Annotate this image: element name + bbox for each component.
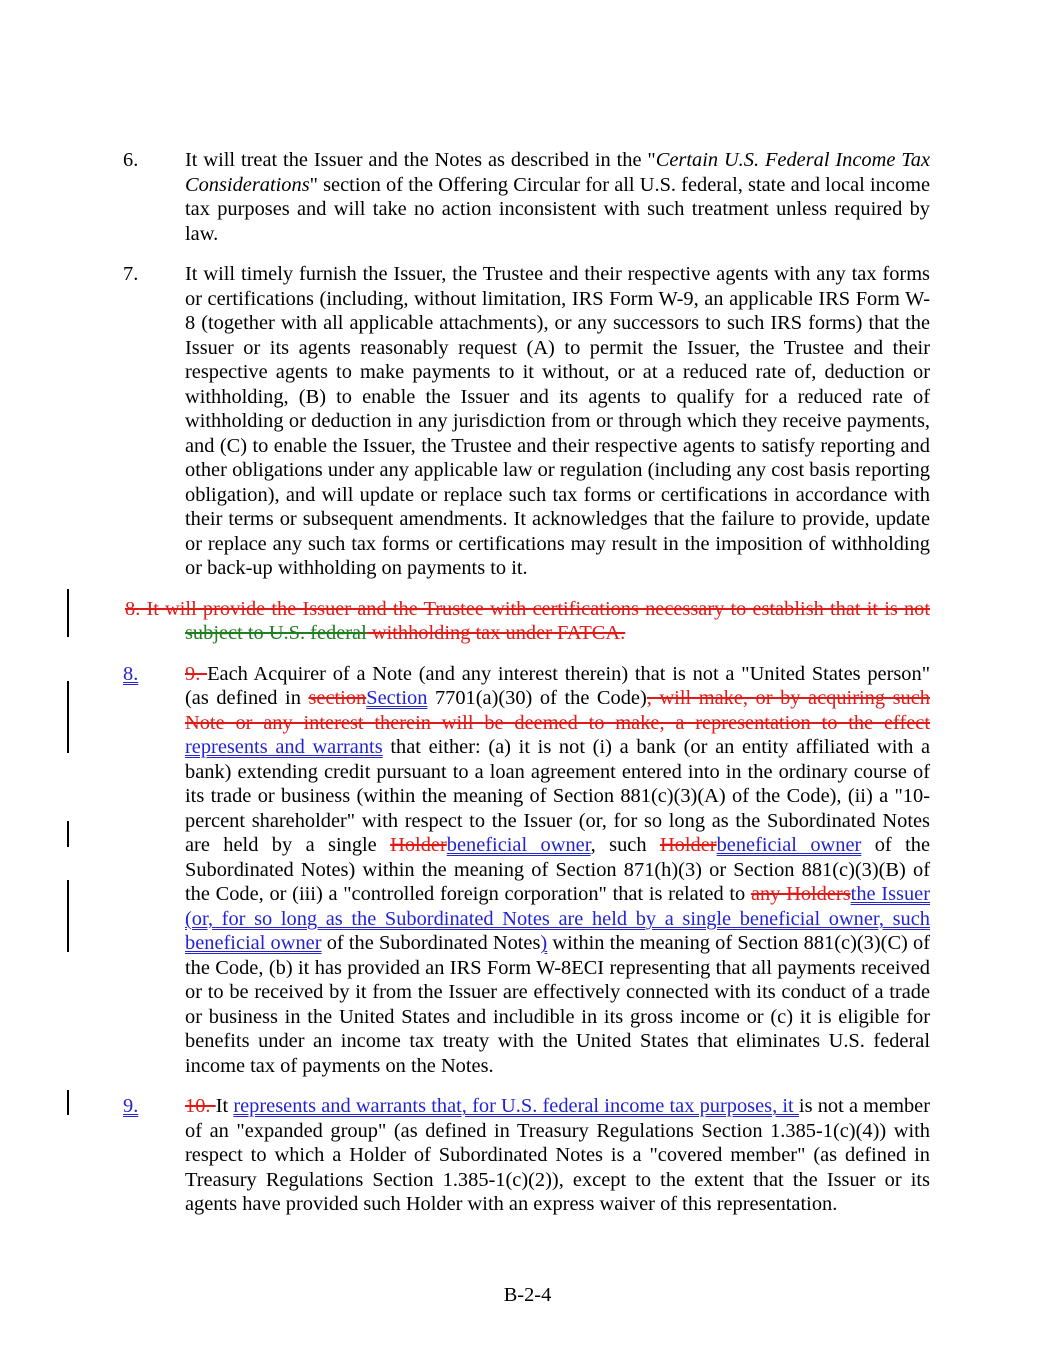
deleted-text: Holder (659, 834, 717, 856)
deleted-text: section (308, 687, 367, 709)
text-run: is not a member of an "expanded group" (as defined in Treasury Regulations Section 1.385-1(c)(4)) with respect to which a Holder of Subordinated Notes is a "covered member" (as defined in Treasury Regulations Section 1.385-1(c)(2)), except to the extent that the Issuer or its agents have provided such Holder with an express waiver of this representation. (185, 1095, 930, 1215)
paragraph-7 (123, 262, 930, 581)
text-run: of the Subordinated Notes) within the meaning of Section 871(h)(3) or Section 881(c)(3)(B) of the Code, or (iii) a "controlled foreign corporation" that is related to (185, 834, 931, 905)
deleted-text: any Holders (750, 883, 851, 905)
text-run: within the meaning of Section 881(c)(3)(C) of the Code, (b) it has provided an IRS Form W-8ECI representing that all payments received or to be received by it from the Issuer are effectively connected with its conduct of a trade or business in the United States and includible in its gross income or (c) it is eligible for benefits under an income tax treaty with the United States that eliminates U.S. federal income tax of payments on the Notes. (185, 932, 930, 1077)
deleted-text-green: subject to U.S. federal (185, 622, 367, 644)
change-bar (67, 880, 69, 952)
deleted-text: withholding tax under FATCA. (366, 622, 626, 644)
page-number: B-2-4 (503, 1284, 552, 1306)
list-number: 9. (123, 1095, 139, 1117)
document-body (123, 148, 931, 1233)
inserted-text: Section (366, 687, 428, 709)
paragraph-9 (123, 1094, 930, 1217)
change-bar (67, 821, 69, 847)
text-run: 7701(a)(30) of the Code) (427, 687, 647, 709)
change-bar (67, 1090, 69, 1115)
italic-text-run: Certain U.S. Federal Income Tax Considerations (185, 149, 930, 196)
text-run: Each Acquirer of a Note (and any interest therein) that is not a "United States person" (as defined in (185, 662, 931, 709)
paragraph-6 (123, 148, 930, 246)
deleted-text: 10. (185, 1095, 216, 1117)
deleted-text: , will make, or by acquiring such Note or any interest therein will be deemed to make, a representation to the effect (185, 687, 930, 734)
change-bar (67, 681, 69, 753)
inserted-text: beneficial owner (446, 834, 591, 856)
deleted-text: 9. (185, 662, 208, 685)
paragraph-8 (123, 662, 931, 1079)
text-run: It will treat the Issuer and the Notes as described in the " (185, 149, 656, 171)
text-run: that either: (a) it is not (i) a bank (or an entity affiliated with a bank) extending credit pursuant to a loan agreement entered into in the ordinary course of its trade or business (within the meaning of Section 881(c)(3)(A) of the Code), (ii) a "10-percent shareholder" with respect to the Issuer (or, for so long as the Subordinated Notes are held by a single (185, 736, 930, 856)
text-run: " section of the Offering Circular for all U.S. federal, state and local income tax purposes and will take no action inconsistent with such treatment unless required by law. (185, 173, 930, 245)
list-number: 8. (123, 662, 139, 685)
deleted-text: 8. It will provide the Issuer and the Trustee with certifications necessary to establish that it is not (125, 597, 930, 620)
list-number: 7. (123, 263, 139, 285)
deleted-text: Holder (390, 834, 447, 856)
text-run: It (215, 1095, 234, 1117)
text-run: of the Subordinated Notes (321, 932, 541, 954)
inserted-text: beneficial owner (716, 834, 862, 856)
inserted-text: ) (540, 932, 548, 954)
list-number: 6. (123, 149, 139, 171)
inserted-text: represents and warrants (185, 736, 383, 758)
inserted-text: represents and warrants that, for U.S. federal income tax purposes, it (233, 1095, 799, 1117)
text-run: It will timely furnish the Issuer, the Trustee and their respective agents with any tax forms or certifications (including, without limitation, IRS Form W-9, an applicable IRS Form W-8 (together with all applicable attachments), or any successors to such IRS forms) that the Issuer or its agents reasonably request (A) to permit the Issuer, the Trustee and their respective agents to make payments to it without, or at a reduced rate of, deduction or withholding, (B) to enable the Issuer and its agents to qualify for a reduced rate of withholding or deduction in any jurisdiction from or through which they receive payments, and (C) to enable the Issuer, the Trustee and their respective agents to satisfy reporting and other obligations under any applicable law or regulation (including any cost basis reporting obligation), and will update or replace such tax forms or certifications in accordance with their terms or subsequent amendments. It acknowledges that the failure to provide, update or replace any such tax forms or certifications may result in the imposition of withholding or back-up withholding on payments to it. (185, 263, 930, 579)
text-run: , such (590, 834, 660, 856)
paragraph-8-deleted (125, 597, 930, 646)
inserted-text: the Issuer (or, for so long as the Subordinated Notes are held by a single beneficial owner, such beneficial owner (185, 883, 930, 954)
change-bar (67, 589, 69, 637)
